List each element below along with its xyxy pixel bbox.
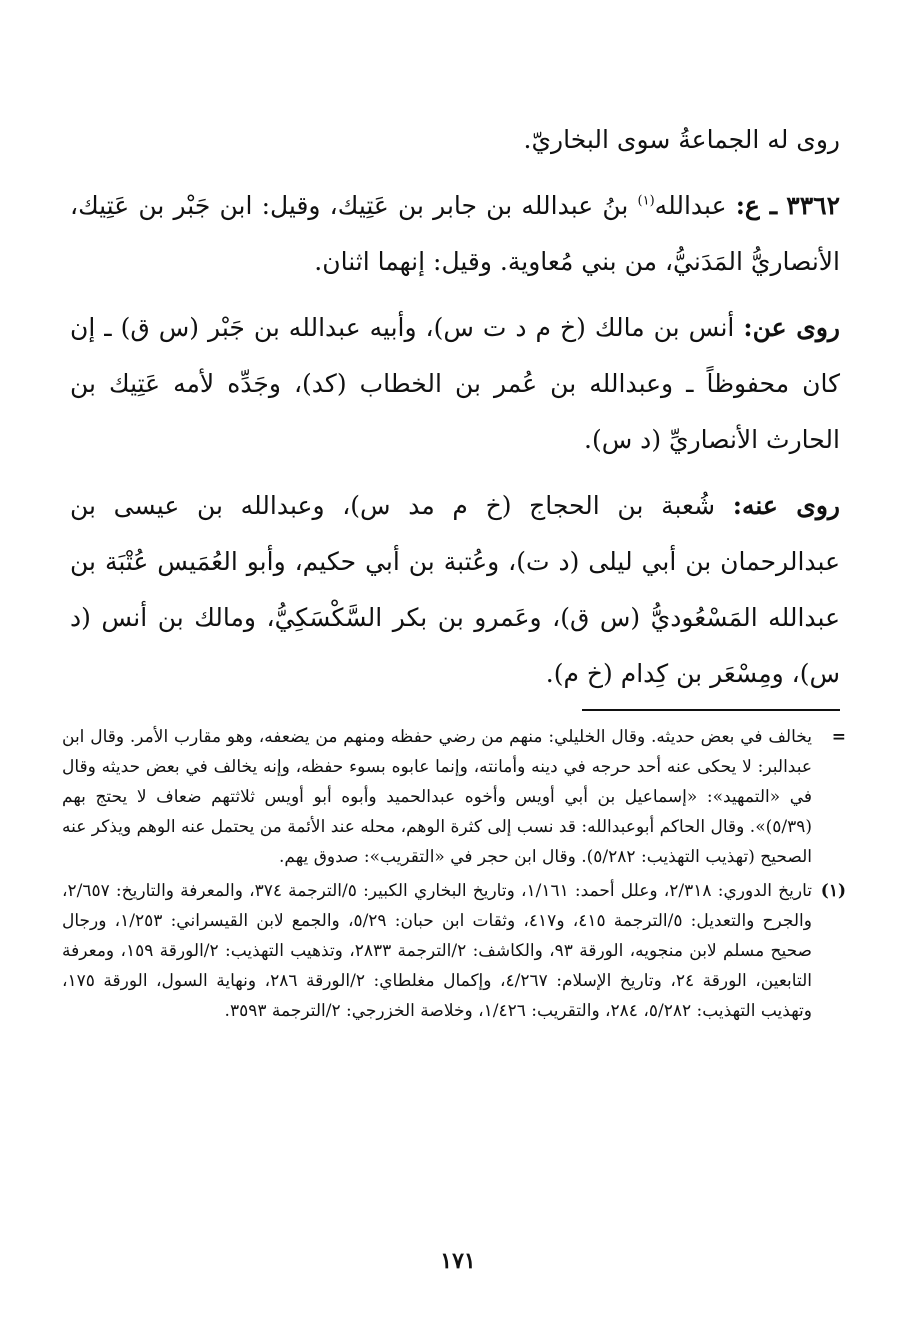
entry-paragraph	[70, 178, 840, 290]
footnotes	[62, 722, 846, 1030]
footnote-divider	[582, 709, 840, 711]
footnote-text: يخالف في بعض حديثه. وقال الخليلي: منهم من رضي حفظه ومنهم من يضعفه، وهو مقارب الأمر. وقال ابن عبدالبر: لا يحكى عنه أحد حرجه في دينه وأمانته، وإنما عابوه بسوء حفظه، وإنه يخالف في بعض حديثه وقال في «التمهيد»: «إسماعيل بن أبي أويس وأخوه عبدالحميد وأبوه أبو أويس ثلاثتهم ضعاف لا يحتج بهم (٥/٣٩)». وقال الحاكم أبوعبدالله: قد نسب إلى كثرة الوهم، محله عند الأئمة من يحتمل عنه الوهم ويذكر عنه الصحيح (تهذيب التهذيب: ٥/٢٨٢). وقال ابن حجر في «التقريب»: صدوق يهم.	[62, 727, 812, 867]
footnote-text: تاريخ الدوري: ٢/٣١٨، وعلل أحمد: ١/١٦١، وتاريخ البخاري الكبير: ٥/الترجمة ٣٧٤، والمعرفة والتاريخ: ٢/٦٥٧، والجرح والتعديل: ٥/الترجمة ٤١٥، و٤١٧، وثقات ابن حبان: ٥/٢٩، والجمع لابن القيسراني: ١/٢٥٣، ورجال صحيح مسلم لابن منجويه، الورقة ٩٣، والكاشف: ٢/الترجمة ٢٨٣٣، وتذهيب التهذيب: ٢/الورقة ١٥٩، ومعرفة التابعين، الورقة ٢٤، وتاريخ الإسلام: ٤/٢٦٧، وإكمال مغلطاي: ٢/الورقة ٢٨٦، ونهاية السول، الورقة ١٧٥، وتهذيب التهذيب: ٥/٢٨٢، ٢٨٤، والتقريب: ١/٤٢٦، وخلاصة الخزرجي: ٢/الترجمة ٣٥٩٣.	[62, 881, 813, 1021]
footnote-1	[62, 876, 846, 1026]
main-text	[70, 112, 840, 702]
narrated-from-label: روى عن:	[743, 313, 841, 342]
entry-name: عبدالله	[654, 191, 727, 220]
footnote-mark: (١)	[820, 881, 846, 901]
paragraph-closing-line: روى له الجماعةُ سوى البخاريّ.	[523, 125, 840, 154]
entry-number: ٣٣٦٢	[786, 191, 840, 220]
narrated-by-label: روى عنه:	[732, 491, 840, 520]
footnote-ref: (١)	[637, 193, 655, 209]
entry-text: بنُ عبدالله بن جابر بن عَتِيك، وقيل: ابن جَبْر بن عَتِيك، الأنصاريُّ المَدَنيُّ، من بني مُعاوية. وقيل: إنهما اثنان.	[70, 191, 840, 276]
narrated-from-text: أنس بن مالك (خ م د ت س)، وأبيه عبدالله بن جَبْر (س ق) ـ إن كان محفوظاً ـ وعبدالله بن عُمر بن الخطاب (كد)، وجَدِّه لأمه عَتِيك بن الحارث الأنصاريِّ (د س).	[70, 313, 840, 454]
narrated-by-text: شُعبة بن الحجاج (خ م مد س)، وعبدالله بن عيسى بن عبدالرحمان بن أبي ليلى (د ت)، وعُتبة بن أبي حكيم، وأبو العُمَيس عُتْبَة بن عبدالله المَسْعُوديُّ (س ق)، وعَمرو بن بكر السَّكْسَكِيُّ، ومالك بن أنس (د س)، ومِسْعَر بن كِدام (خ م).	[70, 491, 840, 688]
page-number: ١٧١	[440, 1248, 476, 1274]
footnote-mark: =	[831, 727, 846, 747]
narrated-from-paragraph	[70, 300, 840, 468]
footnote-continued	[62, 722, 846, 872]
narrated-by-paragraph	[70, 478, 840, 702]
entry-code: ـ ع:	[735, 191, 778, 220]
